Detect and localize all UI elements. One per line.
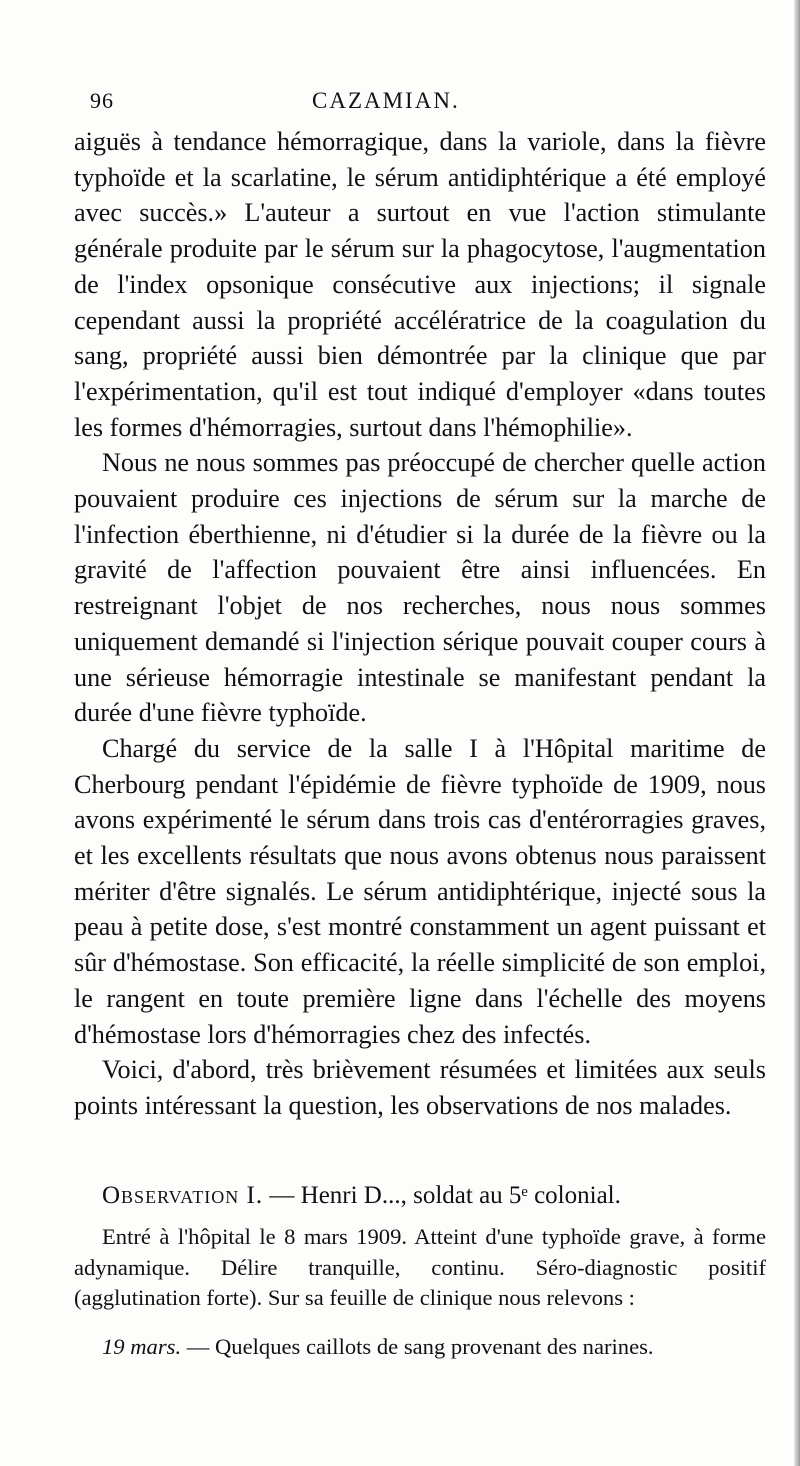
observation-label: Observation I. bbox=[102, 1182, 264, 1209]
entry-text: — Quelques caillots de sang provenant des narines. bbox=[181, 1333, 654, 1359]
body-text bbox=[74, 124, 766, 1124]
paragraph: aiguës à tendance hémorragique, dans la variole, dans la fièvre typhoïde et la scarlatine, le sérum antidiphtérique a été employé avec succès.» L'auteur a surtout en vue l'action stimulante générale produite par le sérum sur la phagocytose, l'augmentation de l'index opsonique consécutive aux injections; il signale cependant aussi la propriété accélératrice de la coagulation du sang, propriété aussi bien démontrée par la clinique que par l'expérimentation, qu'il est tout indiqué d'employer «dans toutes les formes d'hémorragies, surtout dans l'hémophilie». bbox=[74, 127, 766, 442]
observation-text: Entré à l'hôpital le 8 mars 1909. Atteint d'une typhoïde grave, à forme adynamique. Délire tranquille, continu. Séro-diagnostic positif (agglutination forte). Sur sa feuille de clinique nous relevons : bbox=[74, 1224, 766, 1310]
running-head: CAZAMIAN. bbox=[312, 88, 460, 113]
page-edge-shadow bbox=[794, 0, 800, 1466]
observation-heading bbox=[102, 1178, 766, 1214]
paragraph: Chargé du service de la salle I à l'Hôpital maritime de Cherbourg pendant l'épidémie de fièvre typhoïde de 1909, nous avons expérimenté le sérum dans trois cas d'entérorragies graves, et les excellents résultats que nous avons obtenus nous paraissent mériter d'être signalés. Le sérum antidiphtérique, injecté sous la peau à petite dose, s'est montré constamment un agent puissant et sûr d'hémostase. Son efficacité, la réelle simplicité de son emploi, le rangent en toute première ligne dans l'échelle des moyens d'hémostase lors d'hémorragies chez des infectés. bbox=[74, 733, 766, 1049]
paragraph: Voici, d'abord, très brièvement résumées et limitées aux seuls points intéressant la question, les observations de nos malades. bbox=[74, 1055, 766, 1120]
page-header bbox=[90, 88, 780, 118]
page-number: 96 bbox=[90, 88, 114, 113]
observation-subject: — Henri D..., soldat au 5ᵉ colonial. bbox=[263, 1182, 621, 1209]
entry-date: 19 mars. bbox=[102, 1333, 182, 1359]
paragraph: Nous ne nous sommes pas préoccupé de chercher quelle action pouvaient produire ces injections de sérum sur la marche de l'infection éberthienne, ni d'étudier si la durée de la fièvre ou la gravité de l'affection pouvaient être ainsi influencées. En restreignant l'objet de nos recherches, nous nous sommes uniquement demandé si l'injection sérique pouvait couper cours à une sérieuse hémorragie intestinale se manifestant pendant la durée d'une fièvre typhoïde. bbox=[74, 448, 766, 728]
observation-section bbox=[74, 1178, 766, 1362]
observation-entry bbox=[102, 1332, 766, 1362]
